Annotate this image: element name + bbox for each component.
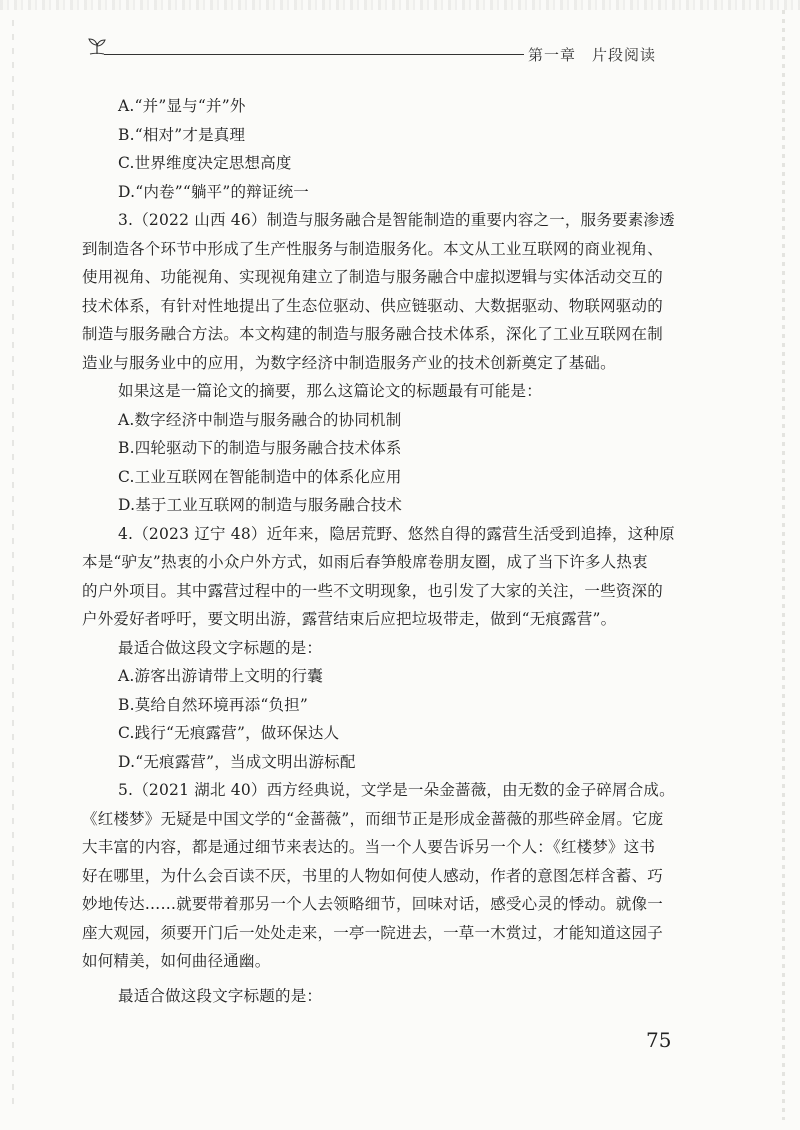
paragraph-line: 技术体系，有针对性地提出了生态位驱动、供应链驱动、大数据驱动、物联网驱动的 — [82, 296, 663, 315]
option-line: C.世界维度决定思想高度 — [118, 154, 292, 172]
paragraph-line: 的户外项目。其中露营过程中的一些不文明现象，也引发了大家的关注，一些资深的 — [82, 581, 663, 600]
paragraph-line: 户外爱好者呼吁，要文明出游，露营结束后应把垃圾带走，做到“无痕露营”。 — [82, 610, 617, 628]
option-line: D.“内卷”“躺平”的辩证统一 — [118, 182, 309, 201]
scan-edge-right — [782, 10, 785, 1120]
page-content — [82, 92, 678, 1010]
option-line: C.践行“无痕露营”，做环保达人 — [118, 724, 340, 742]
paragraph-line: 到制造各个环节中形成了生产性服务与制造服务化。本文从工业互联网的商业视角、 — [82, 239, 663, 258]
option-line: B.“相对”才是真理 — [118, 125, 246, 144]
paragraph-line: 妙地传达……就要带着那另一个人去领略细节，回味对话，感受心灵的悸动。就像一 — [82, 895, 663, 913]
scan-edge-left — [12, 20, 14, 1110]
option-line: B.四轮驱动下的制造与服务融合技术体系 — [118, 439, 402, 457]
page-number: 75 — [646, 1028, 672, 1052]
paragraph-line: 造业与服务业中的应用，为数字经济中制造服务产业的技术创新奠定了基础。 — [82, 353, 616, 372]
option-line: D.“无痕露营”，当成文明出游标配 — [118, 752, 356, 771]
chapter-title: 第一章 片段阅读 — [528, 46, 657, 64]
paragraph-line: 大丰富的内容，都是通过细节来表达的。当一个人要告诉另一个人：《红楼梦》这书 — [82, 838, 656, 856]
option-line: A.“并”显与“并”外 — [118, 97, 246, 115]
paragraph-line: 好在哪里，为什么会百读不厌，书里的人物如何使人感动，作者的意图怎样含蓄、巧 — [82, 866, 663, 885]
header-rule — [104, 54, 524, 55]
paragraph-line: 座大观园，须要开门后一处处走来，一亭一院进去，一草一木赏过，才能知道这园子 — [82, 923, 663, 942]
paragraph-line: 如何精美，如何曲径通幽。 — [82, 952, 271, 970]
paragraph-line: 使用视角、功能视角、实现视角建立了制造与服务融合中虚拟逻辑与实体活动交互的 — [82, 268, 663, 286]
paragraph-line: 制造与服务融合方法。本文构建的制造与服务融合技术体系，深化了工业互联网在制 — [82, 325, 663, 343]
question-prompt: 最适合做这段文字标题的是： — [118, 986, 323, 1005]
question-prompt: 最适合做这段文字标题的是： — [118, 638, 323, 657]
option-line: C.工业互联网在智能制造中的体系化应用 — [118, 467, 402, 486]
option-line: A.数字经济中制造与服务融合的协同机制 — [118, 410, 402, 429]
question-4-text: 4.（2023 辽宁 48）近年来，隐居荒野、悠然自得的露营生活受到追捧，这种原 — [118, 524, 675, 543]
question-prompt: 如果这是一篇论文的摘要，那么这篇论文的标题最有可能是： — [118, 382, 542, 400]
paragraph-line: 《红楼梦》无疑是中国文学的“金蔷薇”，而细节正是形成金蔷薇的那些碎金屑。它庞 — [82, 809, 664, 828]
option-line: D.基于工业互联网的制造与服务融合技术 — [118, 496, 403, 514]
option-line: A.游客出游请带上文明的行囊 — [118, 667, 323, 685]
option-line: B.莫给自然环境再添“负担” — [118, 695, 308, 714]
question-3-text: 3.（2022 山西 46）制造与服务融合是智能制造的重要内容之一，服务要素渗透 — [118, 211, 675, 229]
paragraph-line: 本是“驴友”热衷的小众户外方式，如雨后春笋般席卷朋友圈，成了当下许多人热衷 — [82, 553, 648, 571]
question-5-text: 5.（2021 湖北 40）西方经典说，文学是一朵金蔷薇，由无数的金子碎屑合成。 — [118, 781, 675, 799]
scan-edge-top — [0, 0, 800, 10]
